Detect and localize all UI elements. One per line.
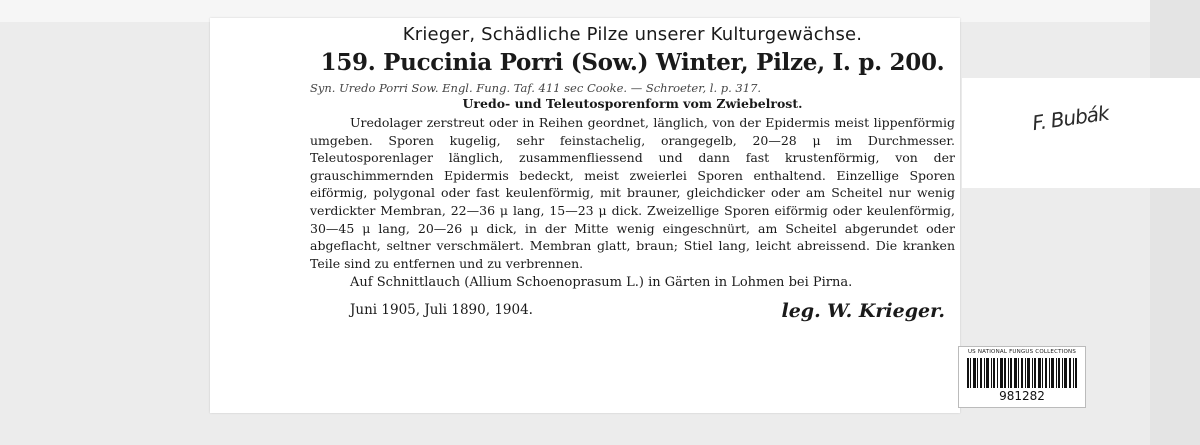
side-label-strip	[962, 78, 1200, 188]
description-text: Uredolager zerstreut oder in Reihen geordnet, länglich, von der Epidermis meist lippenförmig umgeben. Sporen kugelig, sehr feinstachelig, orangegelb, 20—28 μ im Durchmesser. Teleutosporenlager länglich, zusammenfliessend und dann fast krustenförmig, von der grauschimmernden Epidermis bedeckt, meist zweierlei Sporen enthaltend. Einzellige Sporen eiförmig, polygonal oder fast keulenförmig, mit brauner, gleichdicker oder am Scheitel nur wenig verdickter Membran, 22—36 μ lang, 15—23 μ dick. Zweizellige Sporen eiförmig oder keulenförmig, 30—45 μ lang, 20—26 μ dick, in der Mitte wenig eingeschnürt, am Scheitel abgerundet oder abgeflacht, seltner verschmälert. Membran glatt, braun; Stiel lang, leicht abreissend. Die kranken Teile sind zu entfernen und zu verbrennen.	[310, 115, 955, 271]
species-heading: 159. Puccinia Porri (Sow.) Winter, Pilze, I. p. 200.	[320, 49, 945, 76]
background-edge	[1150, 0, 1200, 445]
barcode-icon	[967, 358, 1077, 388]
series-title: Krieger, Schädliche Pilze unserer Kulturgewächse.	[402, 24, 863, 45]
host-text: Auf Schnittlauch (Allium Schoenoprasum L.) in Gärten in Lohmen bei Pirna.	[350, 275, 853, 291]
barcode-label	[958, 346, 1086, 408]
barcode-number: 981282	[999, 389, 1045, 403]
specimen-label	[310, 24, 955, 326]
host-locality	[310, 274, 955, 292]
label-footer	[310, 298, 955, 326]
handwritten-annotation: F. Bubák	[1030, 100, 1110, 136]
barcode-caption: US NATIONAL FUNGUS COLLECTIONS	[967, 349, 1077, 355]
description	[310, 114, 955, 272]
synonym-line: Syn. Uredo Porri Sow. Engl. Fung. Taf. 411 sec Cooke. — Schroeter, l. p. 317.	[310, 81, 762, 95]
collector: leg. W. Krieger.	[781, 300, 945, 323]
collection-dates: Juni 1905, Juli 1890, 1904.	[350, 302, 533, 319]
spore-form-subtitle: Uredo- und Teleutosporenform vom Zwiebelrost.	[462, 96, 803, 111]
